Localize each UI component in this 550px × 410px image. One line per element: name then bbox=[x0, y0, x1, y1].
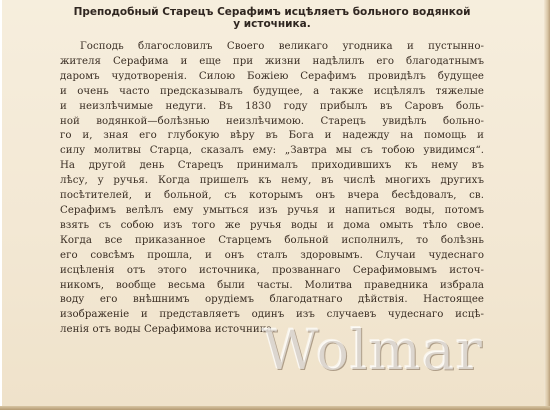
body-line: силу молитвы Старца, сказалъ ему: „Завтра мы съ тобою увидимся“. bbox=[60, 145, 484, 157]
watermark: Wolmar bbox=[262, 318, 483, 382]
body-line: и неизлѣчимые недуги. Въ 1830 году прибылъ въ Саровъ боль- bbox=[60, 100, 484, 112]
document-text bbox=[60, 6, 484, 338]
paper-edge-bottom bbox=[0, 406, 550, 410]
body-line: исцѣленія отъ этого источника, прозваннаго Серафимовымъ источ- bbox=[60, 264, 484, 276]
body-line: посѣтителей, и больной, съ которымъ онъ вчера бесѣдовалъ, св. bbox=[60, 190, 484, 202]
body-line: его совсѣмъ прошла, и онъ сталъ здоровымъ. Случаи чудеснаго bbox=[60, 249, 484, 261]
body-line: изображеніе и представляетъ одинъ изъ случаевъ чудеснаго исцѣ- bbox=[60, 309, 484, 321]
paper-edge-right bbox=[544, 0, 550, 410]
document-title bbox=[60, 6, 484, 30]
body-line: жителя Серафима и еще при жизни надѣлилъ его благодатнымъ bbox=[60, 55, 484, 67]
title-line-2: у источника. bbox=[233, 18, 311, 30]
body-line: го и, зная его глубокую вѣру въ Бога и надежду на помощь и bbox=[60, 130, 484, 142]
body-line: Господь благословилъ Своего великаго угодника и пустынно- bbox=[80, 41, 484, 52]
body-line: взять съ собою изъ того же ручья воды и дома омыть тѣло свое. bbox=[60, 219, 484, 231]
body-line: Когда все приказанное Старцемъ больной исполнилъ, то болѣзнь bbox=[60, 234, 484, 246]
body-line: лѣсу, у ручья. Когда пришелъ къ нему, въ числѣ многихъ другихъ bbox=[60, 175, 484, 187]
body-line: никомъ, вообще весьма были часты. Молитва праведника избрала bbox=[60, 279, 484, 291]
body-line: воду его внѣшнимъ орудіемъ благодатнаго дѣйствія. Настоящее bbox=[60, 294, 484, 306]
body-line: даромъ чудотворенія. Силою Божіею Серафимъ провидѣлъ будущее bbox=[60, 70, 484, 82]
body-line: ной водянкой—болѣзнью неизлѣчимою. Старецъ увидѣлъ больно- bbox=[60, 115, 484, 127]
document-body bbox=[60, 40, 484, 338]
body-line: Серафимъ велѣлъ ему умыться изъ ручья и напиться воды, потомъ bbox=[60, 204, 484, 216]
title-line-1: Преподобный Старецъ Серафимъ исцѣляетъ больного водянкой bbox=[73, 6, 471, 18]
body-line: и очень часто предсказывалъ будущее, а также исцѣлялъ тяжелые bbox=[60, 85, 484, 97]
body-line: ленія отъ воды Серафимова источника. bbox=[60, 324, 276, 336]
body-line: На другой день Старецъ принималъ приходившихъ къ нему въ bbox=[60, 160, 484, 172]
